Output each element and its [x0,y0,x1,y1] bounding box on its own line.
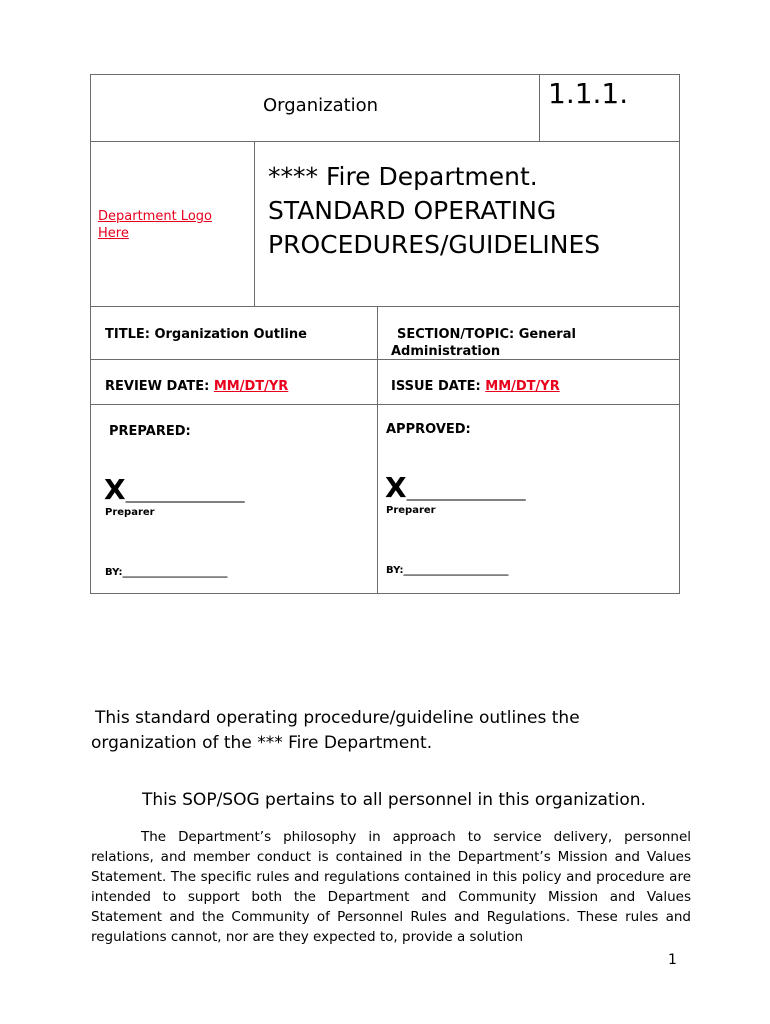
by-line: _____________________ [122,567,228,578]
table-top-border [90,74,680,75]
issue-date-label: ISSUE DATE: [391,379,481,394]
approved-signature[interactable] [385,473,526,503]
table-bottom-border [90,593,680,594]
title-field [105,326,325,343]
by-label: BY: [386,565,404,576]
table-left-border [90,74,91,594]
issue-date-value[interactable]: MM/DT/YR [485,379,560,394]
by-label: BY: [105,567,123,578]
table-row-divider [90,404,680,405]
title-field-label: TITLE: [105,327,150,342]
table-col-divider [254,141,255,307]
section-field-value: General Administration [391,327,576,359]
title-line: STANDARD OPERATING [268,196,557,225]
title-line: PROCEDURES/GUIDELINES [268,230,601,259]
signature-x-mark: X [385,471,407,504]
preparer-caption: Preparer [105,507,155,518]
by-line: _____________________ [403,565,509,576]
section-field-label: SECTION/TOPIC: [397,327,515,342]
page-number: 1 [668,952,677,968]
table-col-divider [539,74,540,142]
table-row-divider [90,141,680,142]
prepared-signature[interactable] [104,475,245,505]
title-line: **** Fire Department. [268,162,538,191]
document-title [268,160,668,262]
title-field-value: Organization Outline [154,327,307,342]
signature-line: _________________ [406,485,526,501]
table-col-divider [377,306,378,594]
signature-x-mark: X [104,473,126,506]
approved-by-field[interactable] [386,565,508,576]
review-date-label: REVIEW DATE: [105,379,210,394]
review-date-value[interactable]: MM/DT/YR [213,379,289,394]
table-row-divider [90,306,680,307]
department-logo-placeholder[interactable]: Department Logo Here [98,209,212,241]
scope-paragraph: This SOP/SOG pertains to all personnel in this organization. [142,790,646,810]
review-date-field [105,378,288,395]
issue-date-field [391,378,560,395]
signature-line: _________________ [125,487,245,503]
prepared-label: PREPARED: [109,424,191,439]
intro-paragraph: This standard operating procedure/guideline outlines the organization of the *** Fire Department. [91,708,580,753]
prepared-by-field[interactable] [105,567,227,578]
approved-label: APPROVED: [386,422,471,437]
approver-caption: Preparer [386,505,436,516]
sop-number: 1.1.1. [548,77,629,110]
organization-label: Organization [263,95,379,116]
philosophy-paragraph: The Department’s philosophy in approach to service delivery, personnel relations, and member conduct is contained in the Department’s Mission and Values Statement. The specific rules and regulations contained in this policy and procedure are intended to support both the Department and Community Mission and Values Statement and the Community of Personnel Rules and Regulations. These rules and regulations cannot, nor are they expected to, provide a solution [91,829,691,945]
table-right-border [679,74,680,594]
section-field [391,326,631,360]
